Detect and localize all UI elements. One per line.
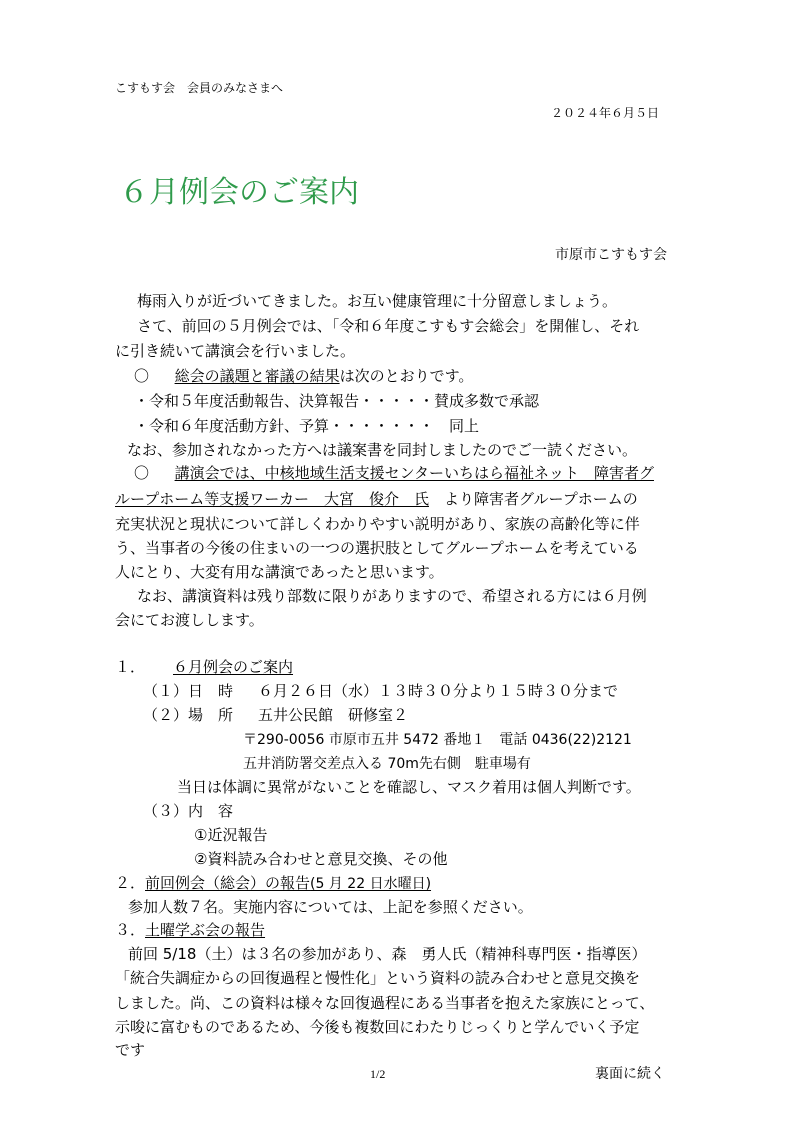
- lecture-text: 人にとり、大変有用な講演であったと思います。: [115, 563, 444, 581]
- intro-line: 梅雨入りが近づいてきました。お互い健康管理に十分留意しましょう。: [137, 292, 618, 310]
- section3-heading: 土曜学ぶ会の報告: [145, 921, 266, 939]
- agenda-heading-rest: は次のとおりです。: [339, 367, 474, 385]
- page-number: 1/2: [370, 1067, 386, 1081]
- place-label: （２）場 所: [143, 706, 234, 724]
- directions: 五井消防署交差点入る 70m先右側 駐車場有: [243, 756, 531, 772]
- document-date: ２０２４年６月５日: [551, 106, 660, 120]
- lecture-text: う、当事者の今後の住まいの一つの選択肢としてグループホームを考えている: [115, 539, 639, 557]
- organization: 市原市こすもす会: [555, 247, 667, 263]
- lecture-heading-rest: より障害者グループホームの: [428, 490, 638, 508]
- section3-number: ３．: [115, 921, 146, 939]
- health-note: 当日は体調に異常がないことを確認し、マスク着用は個人判断です。: [177, 778, 641, 796]
- section3-text: です: [115, 1041, 146, 1059]
- lecture-bullet: [134, 466, 654, 481]
- section2-body: 参加人数７名。実施内容については、上記を参照ください。: [128, 898, 533, 916]
- lecture-text: 充実状況と現状について詳しくわかりやすい説明があり、家族の高齢化等に伴: [115, 515, 640, 533]
- section3-text: 前回 5/18（土）は３名の参加があり、森 勇人氏（精神科専門医・指導医）: [128, 945, 647, 963]
- circle-bullet-icon: 〇: [134, 464, 150, 482]
- handout-text: 会にてお渡しします。: [115, 611, 264, 629]
- agenda-bullet: [134, 369, 473, 384]
- agenda-heading: 総会の議題と審議の結果: [174, 367, 340, 385]
- circle-bullet-icon: 〇: [134, 367, 150, 385]
- datetime-label: （１）日 時: [143, 682, 234, 700]
- section2-header: [115, 876, 431, 891]
- section3-text: 「統合失調症からの回復過程と慢性化」という資料の読み合わせと意見交換を: [115, 969, 641, 987]
- lecture-heading-cont: [115, 492, 638, 507]
- address: 〒290-0056 市原市五井 5472 番地１ 電話 0436(22)2121: [243, 732, 632, 748]
- lecture-heading: 講演会では、中核地域生活支援センターいちはら福祉ネット 障害者グ: [174, 464, 654, 482]
- agenda-item: ・令和６年度活動方針、予算・・・・・・・ 同上: [134, 417, 480, 435]
- absent-note: なお、参加されなかった方へは議案書を同封しましたのでご一読ください。: [127, 441, 638, 459]
- section2-date: (5 月 22 日水曜日): [310, 876, 432, 892]
- section1-number: １．: [115, 658, 146, 676]
- content-item: ①近況報告: [194, 826, 268, 844]
- datetime-value: ６月２６日（水）１３時３０分より１５時３０分まで: [258, 682, 619, 700]
- section2-heading: 前回例会（総会）の報告: [145, 874, 311, 892]
- section2-number: ２．: [115, 874, 146, 892]
- section1-heading: ６月例会のご案内: [173, 658, 294, 676]
- addressee: こすもす会 会員のみなさまへ: [115, 81, 284, 95]
- place-value: 五井公民館 研修室２: [258, 706, 409, 724]
- continued-note: 裏面に続く: [595, 1066, 665, 1082]
- lecturer-name: ループホーム等支援ワーカー 大宮 俊介 氏: [115, 490, 429, 508]
- agenda-item: ・令和５年度活動報告、決算報告・・・・・賛成多数で承認: [134, 392, 540, 410]
- content-item: ②資料読み合わせと意見交換、その他: [194, 850, 448, 868]
- handout-text: なお、講演資料は残り部数に限りがありますので、希望される方には６月例: [137, 587, 647, 605]
- page-title: ６月例会のご案内: [119, 175, 359, 210]
- content-label: （３）内 容: [143, 802, 234, 820]
- section3-header: [115, 923, 265, 938]
- section3-text: 示唆に富むものであるため、今後も複数回にわたりじっくりと学んでいく予定: [115, 1018, 640, 1036]
- intro-line: に引き続いて講演会を行いました。: [115, 342, 356, 360]
- section3-text: しました。尚、この資料は様々な回復過程にある当事者を抱えた家族にとって、: [115, 994, 655, 1012]
- intro-line: さて、前回の５月例会では、「令和６年度こすもす会総会」を開催し、それ: [137, 317, 640, 335]
